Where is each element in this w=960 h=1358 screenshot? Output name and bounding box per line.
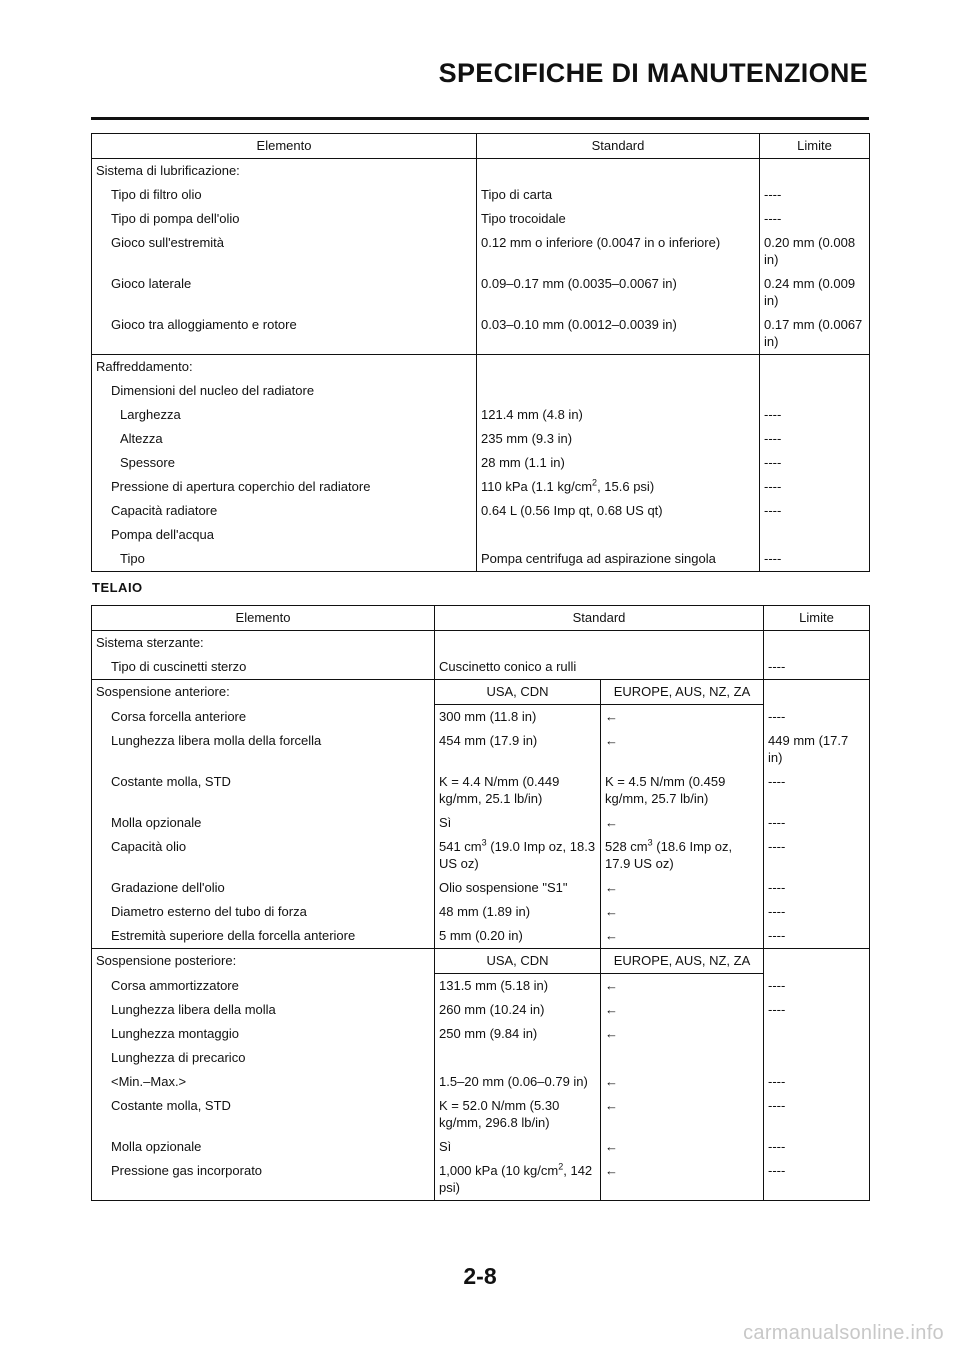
row-value-europe: ←: [601, 998, 764, 1022]
row-limit: 0.24 mm (0.009 in): [760, 272, 870, 313]
row-limit: ----: [760, 547, 870, 572]
row-label: Tipo di pompa dell'olio: [111, 211, 240, 226]
table-row: [92, 159, 870, 184]
row-value-europe: ←: [601, 1022, 764, 1046]
row-standard: 0.03–0.10 mm (0.0012–0.0039 in): [477, 313, 760, 355]
row-value-usa: Sì: [435, 1135, 601, 1159]
table-row: [92, 1159, 870, 1201]
row-limit: ----: [760, 451, 870, 475]
row-label: Lunghezza di precarico: [111, 1050, 246, 1065]
table-row: [92, 207, 870, 231]
region-header-usa: USA, CDN: [435, 680, 601, 705]
row-standard: 0.64 L (0.56 Imp qt, 0.68 US qt): [477, 499, 760, 523]
row-label: Pompa dell'acqua: [111, 527, 214, 542]
row-value-europe: 528 $cm^3$ (18.6 Imp oz, 17.9 US oz): [601, 835, 764, 876]
row-value-usa: Sì: [435, 811, 601, 835]
row-value-usa: 5 mm (0.20 in): [435, 924, 601, 949]
table-row: [92, 900, 870, 924]
row-label: Costante molla, STD: [111, 1098, 231, 1113]
row-limit: ----: [764, 876, 870, 900]
row-limit: ----: [764, 924, 870, 949]
row-value-usa: 250 mm (9.84 in): [435, 1022, 601, 1046]
table-row: [92, 1094, 870, 1135]
row-limit: ----: [764, 900, 870, 924]
table-row: [92, 427, 870, 451]
row-standard: 121.4 mm (4.8 in): [477, 403, 760, 427]
region-header-europe: EUROPE, AUS, NZ, ZA: [601, 680, 764, 705]
chassis-spec-table: [91, 605, 870, 1201]
row-standard: 0.09–0.17 mm (0.0035–0.0067 in): [477, 272, 760, 313]
row-limit: [764, 1022, 870, 1046]
header-standard: Standard: [435, 606, 764, 631]
row-label: Capacità olio: [111, 839, 187, 854]
row-label: <Min.–Max.>: [111, 1074, 187, 1089]
table-row: [92, 835, 870, 876]
region-header-europe: EUROPE, AUS, NZ, ZA: [601, 949, 764, 974]
row-value-europe: ←: [601, 1070, 764, 1094]
table-row: [92, 655, 870, 680]
row-standard: Tipo di carta: [477, 183, 760, 207]
table-row: [92, 451, 870, 475]
table-row: [92, 924, 870, 949]
row-limit: ----: [764, 1159, 870, 1201]
row-label: Lunghezza libera molla della forcella: [111, 733, 322, 748]
row-standard: Cuscinetto conico a rulli: [435, 655, 764, 680]
row-value-europe: K = 4.5 N/mm (0.459 kg/mm, 25.7 lb/in): [601, 770, 764, 811]
section-title: Sospensione posteriore:: [92, 949, 435, 974]
row-label: Tipo di cuscinetti sterzo: [111, 659, 247, 674]
header-limite: Limite: [764, 606, 870, 631]
section-title: Raffreddamento:: [92, 355, 477, 380]
row-limit: ----: [764, 705, 870, 730]
row-limit: 0.20 mm (0.008 in): [760, 231, 870, 272]
table-row: [92, 876, 870, 900]
table-row: [92, 523, 870, 547]
table-row: [92, 998, 870, 1022]
row-limit: ----: [764, 811, 870, 835]
page-number: 2-8: [463, 1263, 497, 1289]
row-limit: 449 mm (17.7 in): [764, 729, 870, 770]
table-row: [92, 475, 870, 499]
row-label: Altezza: [120, 431, 163, 446]
row-value-usa: K = 4.4 N/mm (0.449 kg/mm, 25.1 lb/in): [435, 770, 601, 811]
row-label: Gioco sull'estremità: [111, 235, 225, 250]
engine-spec-table: [91, 133, 870, 572]
row-value-usa: 131.5 mm (5.18 in): [435, 974, 601, 999]
row-standard: Pompa centrifuga ad aspirazione singola: [477, 547, 760, 572]
row-value-usa: 454 mm (17.9 in): [435, 729, 601, 770]
table-row: [92, 729, 870, 770]
row-standard: Tipo trocoidale: [477, 207, 760, 231]
table-row: [92, 355, 870, 380]
table-row: [92, 974, 870, 999]
row-label: Pressione gas incorporato: [111, 1163, 263, 1178]
header-elemento: Elemento: [92, 606, 435, 631]
row-limit: ----: [764, 655, 870, 680]
table-row: [92, 547, 870, 572]
row-label: Dimensioni del nucleo del radiatore: [111, 383, 315, 398]
table-row: [92, 1046, 870, 1070]
row-limit: ----: [760, 183, 870, 207]
row-label: Corsa ammortizzatore: [111, 977, 239, 993]
row-limit: ----: [760, 427, 870, 451]
region-header-usa: USA, CDN: [435, 949, 601, 974]
row-label: Lunghezza libera della molla: [111, 1002, 276, 1017]
table-row: [92, 770, 870, 811]
row-limit: ----: [760, 403, 870, 427]
row-limit: ----: [764, 998, 870, 1022]
row-value-europe: ←: [601, 729, 764, 770]
row-label: Larghezza: [120, 407, 181, 422]
row-limit: ----: [764, 974, 870, 999]
row-label: Molla opzionale: [111, 815, 202, 830]
row-standard: 0.12 mm o inferiore (0.0047 in o inferiore): [477, 231, 760, 272]
section-heading-telaio: TELAIO: [92, 580, 143, 595]
table-row: [92, 379, 870, 403]
row-label: Costante molla, STD: [111, 774, 231, 789]
table-row: [92, 705, 870, 730]
title-divider: [91, 117, 869, 120]
table-row: [92, 631, 870, 656]
row-value-europe: ←: [601, 1159, 764, 1201]
row-label: Diametro esterno del tubo di forza: [111, 904, 307, 919]
row-value-usa: 48 mm (1.89 in): [435, 900, 601, 924]
row-label: Tipo di filtro olio: [111, 187, 202, 202]
table-row: [92, 183, 870, 207]
row-value-europe: ←: [601, 1094, 764, 1135]
row-limit: ----: [764, 835, 870, 876]
table-row: [92, 1135, 870, 1159]
row-limit: ----: [760, 475, 870, 499]
row-limit: ----: [764, 1070, 870, 1094]
row-value-europe: ←: [601, 876, 764, 900]
header-elemento: Elemento: [92, 134, 477, 159]
row-label: Corsa forcella anteriore: [111, 708, 247, 724]
section-title: Sistema di lubrificazione:: [96, 163, 240, 178]
row-label: Molla opzionale: [111, 1139, 202, 1154]
table-row: [92, 680, 870, 705]
table-row: [92, 811, 870, 835]
section-title: Sospensione anteriore:: [92, 680, 435, 705]
row-label: Spessore: [120, 455, 175, 470]
row-label: Tipo: [120, 551, 145, 566]
table-row: [92, 313, 870, 355]
row-label: Gioco tra alloggiamento e rotore: [111, 317, 297, 332]
row-label: Estremità superiore della forcella anteriore: [111, 928, 356, 943]
row-limit: ----: [760, 499, 870, 523]
row-limit: ----: [760, 207, 870, 231]
row-value-usa: 300 mm (11.8 in): [435, 705, 601, 730]
row-limit: ----: [764, 770, 870, 811]
watermark: carmanualsonline.info: [743, 1322, 944, 1344]
row-label: Pressione di apertura coperchio del radiatore: [111, 479, 371, 494]
row-value-usa: 1,000 kPa (10 $kg/cm^2$, 142 psi): [435, 1159, 601, 1201]
table-row: [92, 1022, 870, 1046]
table-row: [92, 949, 870, 974]
row-value-usa: K = 52.0 N/mm (5.30 kg/mm, 296.8 lb/in): [435, 1094, 601, 1135]
row-label: Capacità radiatore: [111, 503, 218, 518]
page-title: SPECIFICHE DI MANUTENZIONE: [438, 58, 868, 88]
header-standard: Standard: [477, 134, 760, 159]
row-label: Gioco laterale: [111, 276, 192, 291]
row-standard: 235 mm (9.3 in): [477, 427, 760, 451]
row-limit: ----: [764, 1135, 870, 1159]
table-row: [92, 231, 870, 272]
row-value-europe: ←: [601, 705, 764, 730]
row-value-usa: 260 mm (10.24 in): [435, 998, 601, 1022]
table-row: [92, 272, 870, 313]
row-standard: 110 kPa (1.1 $kg/cm^2$, 15.6 psi): [477, 475, 760, 499]
table-row: [92, 499, 870, 523]
table-row: [92, 403, 870, 427]
table-row: [92, 1070, 870, 1094]
row-value-europe: ←: [601, 811, 764, 835]
header-limite: Limite: [760, 134, 870, 159]
row-limit: ----: [764, 1094, 870, 1135]
row-value-europe: ←: [601, 974, 764, 999]
row-limit: 0.17 mm (0.0067 in): [760, 313, 870, 355]
row-value-europe: ←: [601, 900, 764, 924]
row-value-europe: ←: [601, 1135, 764, 1159]
row-standard: 28 mm (1.1 in): [477, 451, 760, 475]
row-label: Gradazione dell'olio: [111, 880, 225, 895]
row-value-europe: ←: [601, 924, 764, 949]
section-title: Sistema sterzante:: [96, 635, 204, 650]
row-label: Lunghezza montaggio: [111, 1026, 239, 1041]
row-value-usa: 541 $cm^3$ (19.0 Imp oz, 18.3 US oz): [435, 835, 601, 876]
row-value-usa: 1.5–20 mm (0.06–0.79 in): [435, 1070, 601, 1094]
row-value-usa: Olio sospensione "S1": [435, 876, 601, 900]
